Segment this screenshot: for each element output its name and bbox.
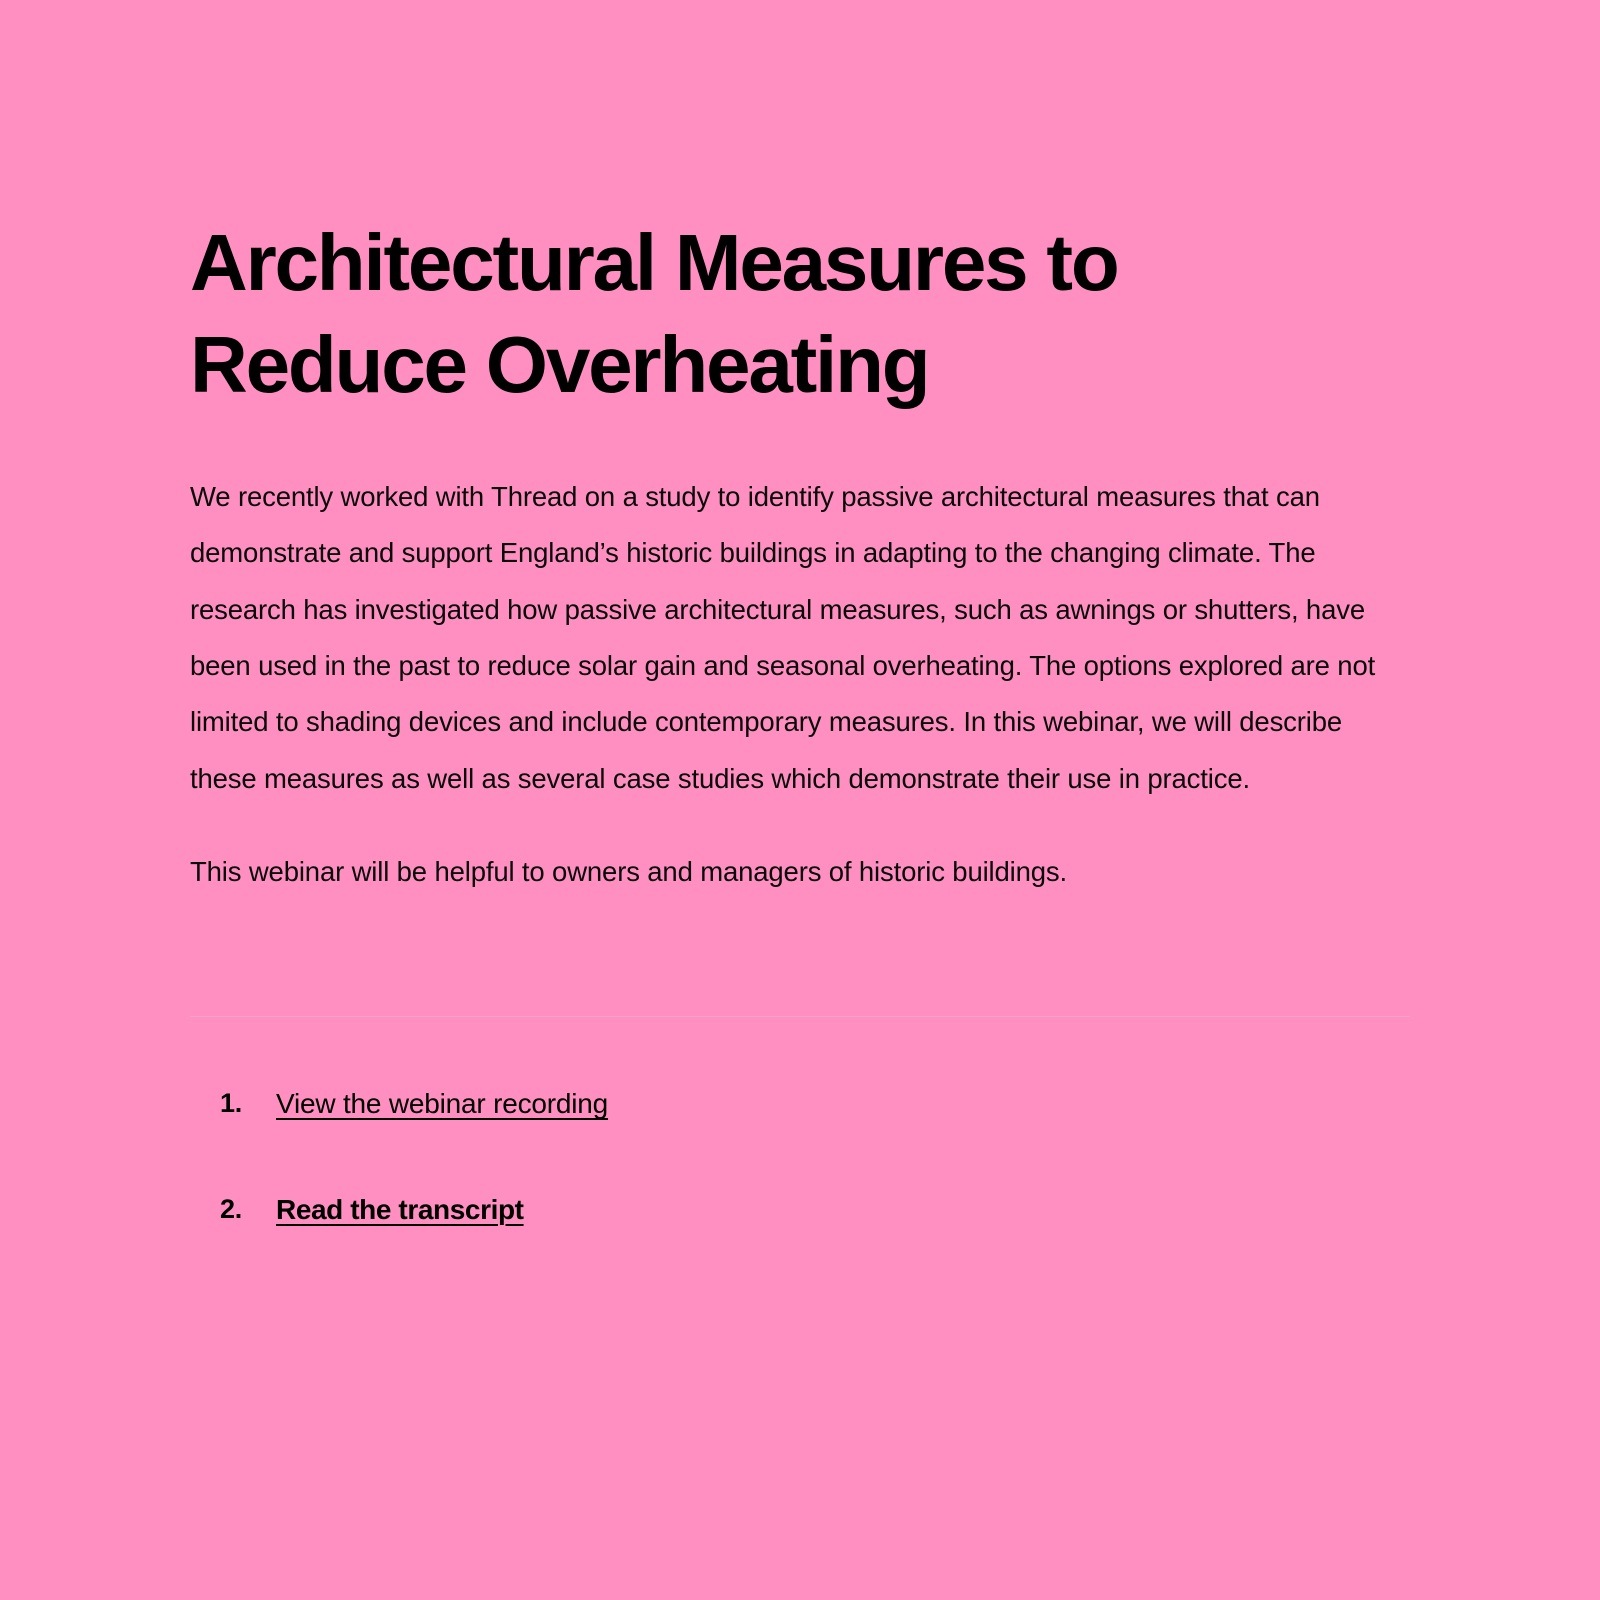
page-title: Architectural Measures to Reduce Overheating bbox=[190, 218, 1118, 410]
article-paragraph-2: This webinar will be helpful to owners and managers of historic buildings. bbox=[190, 856, 1067, 888]
link-read-transcript[interactable]: Read the transcript bbox=[276, 1194, 524, 1225]
resource-link-list bbox=[190, 1017, 1410, 1226]
list-item bbox=[220, 1087, 1410, 1121]
section-divider bbox=[190, 1016, 1410, 1017]
list-item bbox=[220, 1193, 1410, 1227]
link-view-webinar-recording[interactable]: View the webinar recording bbox=[276, 1088, 609, 1120]
article-paragraph-1: We recently worked with Thread on a study to identify passive architectural measures that can demonstrate and support England’s historic buildings in adapting to the changing climate. The research has investigated how passive architectural measures, such as awnings or shutters, have been used in the past to reduce solar gain and seasonal overheating. The options explored are not limited to shading devices and include contemporary measures. In this webinar, we will describe these measures as well as several case studies which demonstrate their use in practice. bbox=[190, 480, 1376, 794]
